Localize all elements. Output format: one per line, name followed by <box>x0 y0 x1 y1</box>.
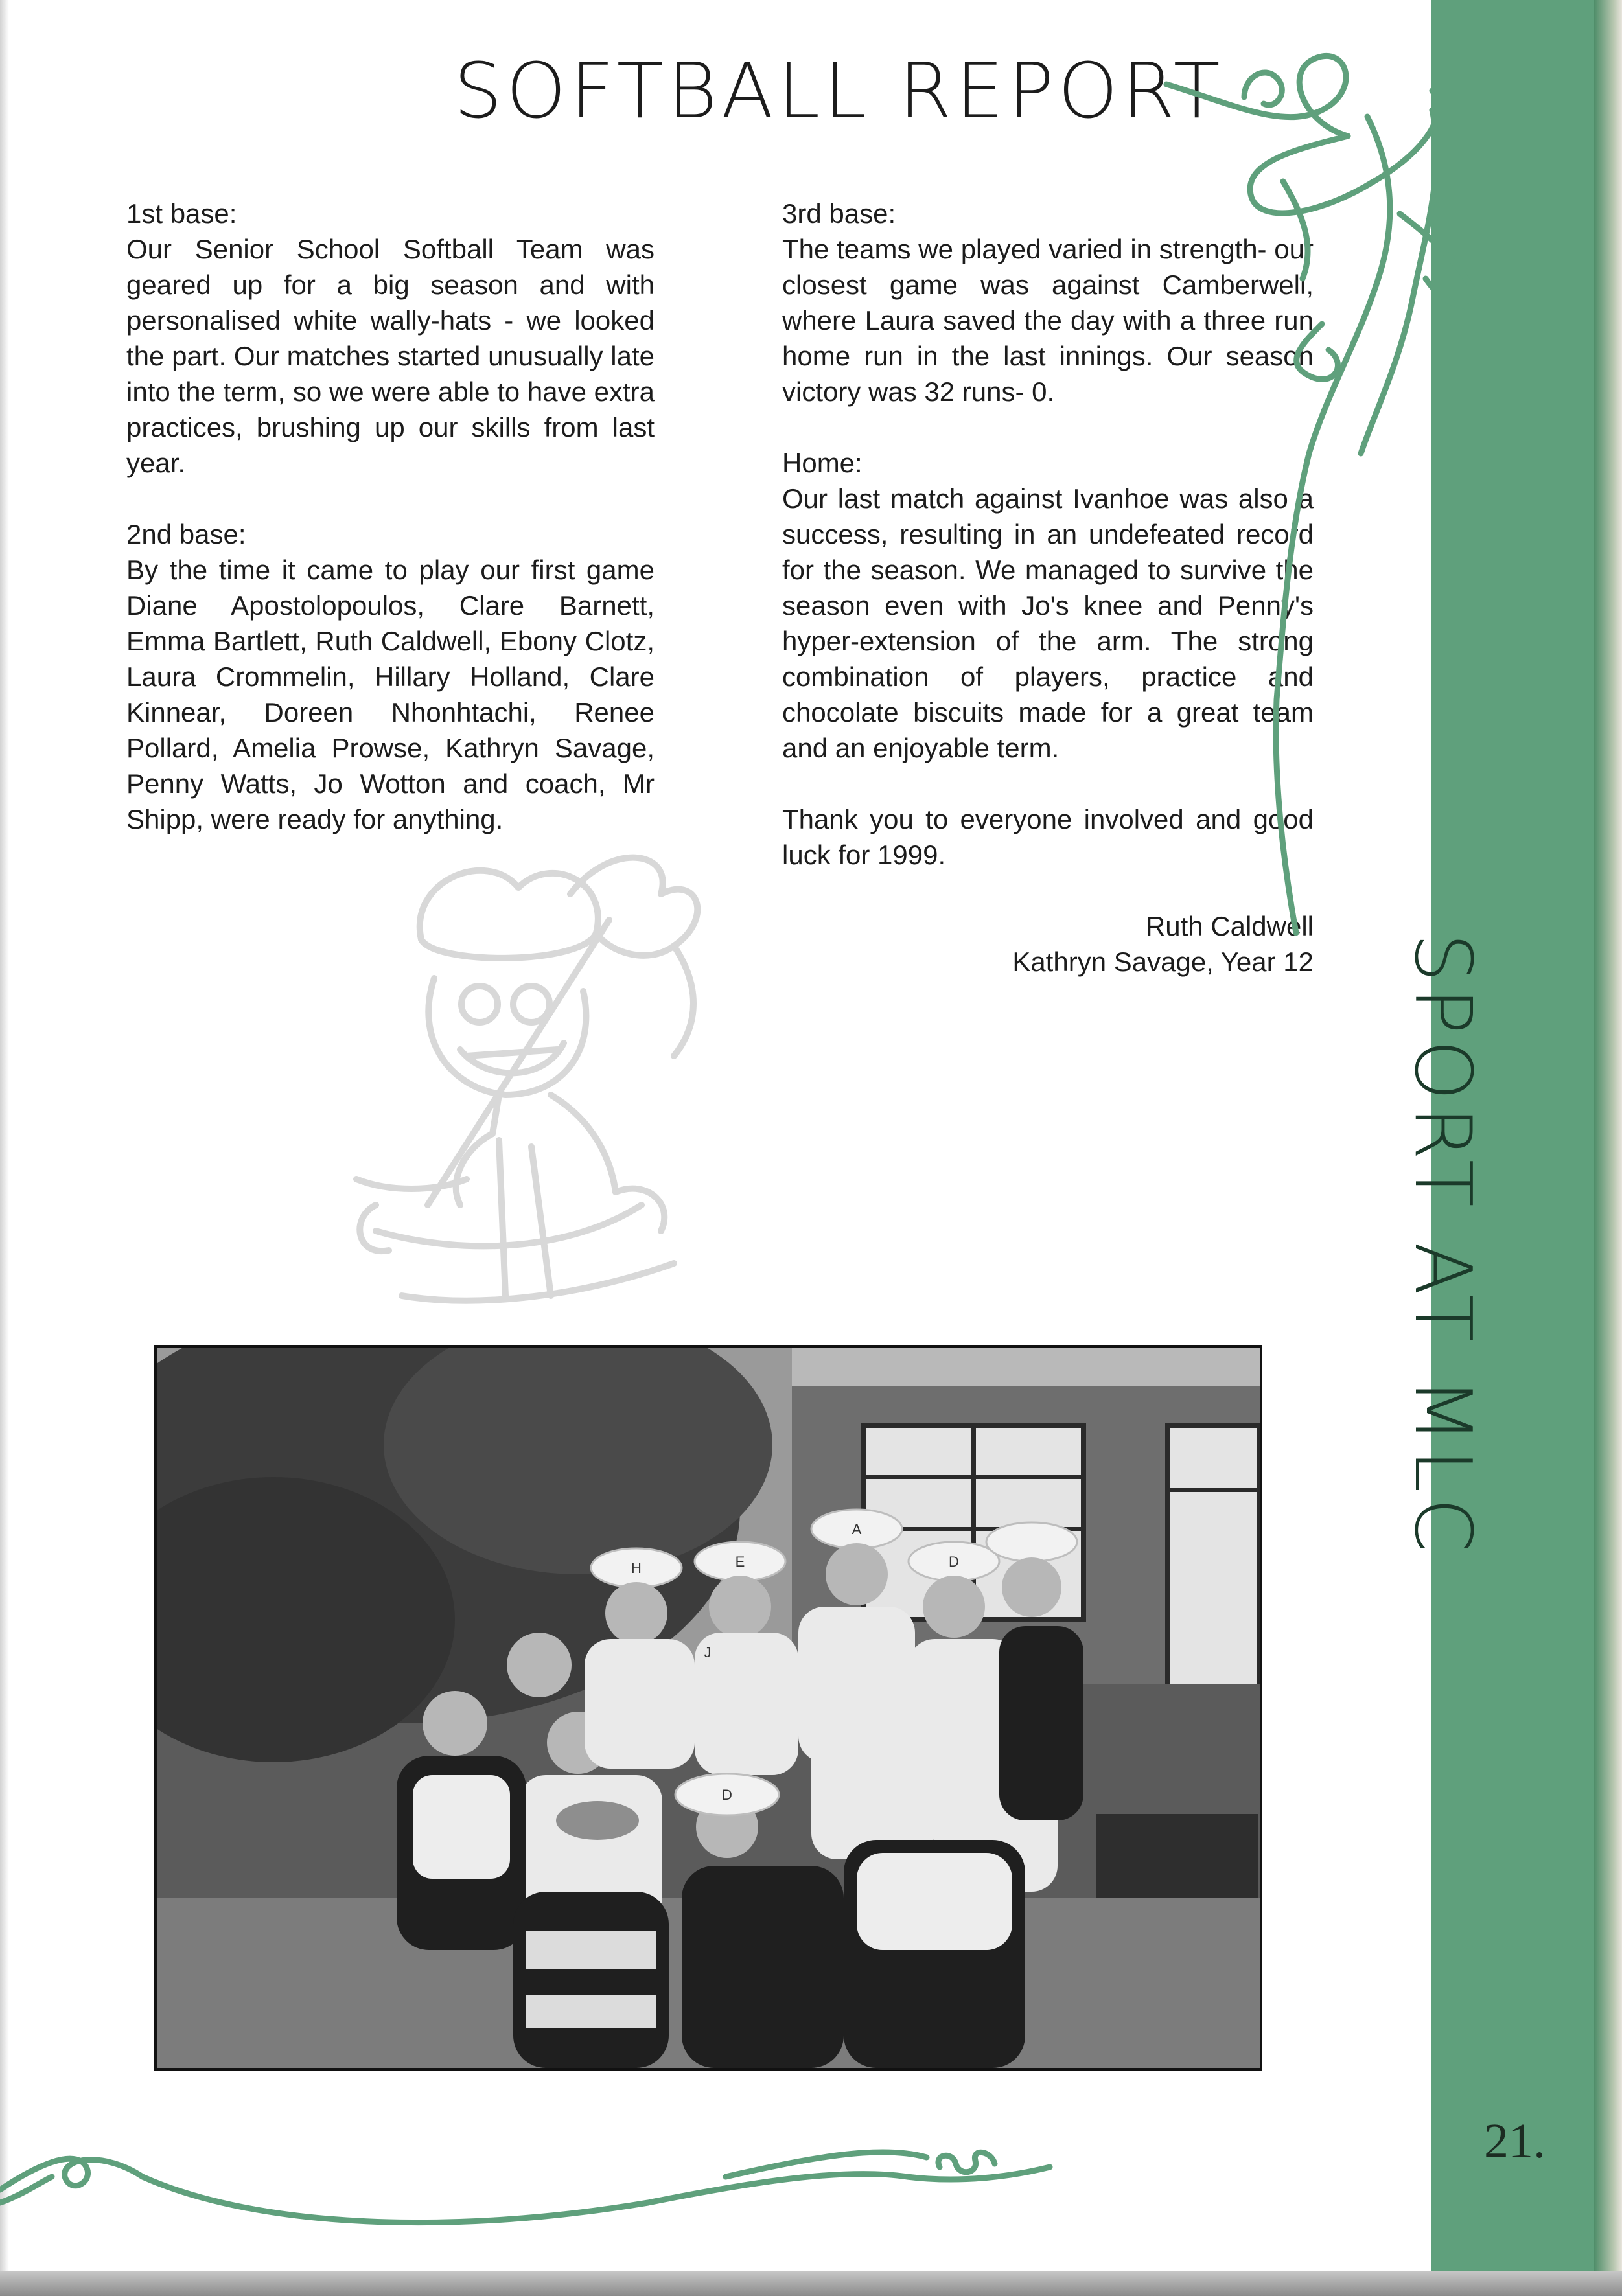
sidebar-section-label: SPORT AT MLC <box>1397 933 1487 1557</box>
signature-line-2: Kathryn Savage, Year 12 <box>1012 947 1314 977</box>
section-heading: Home: <box>782 448 863 478</box>
green-ribbon-flourish-bottom <box>0 2106 1069 2255</box>
hat-letter: A <box>852 1521 862 1537</box>
hat-letter: H <box>631 1560 642 1576</box>
sidebar-edge-shadow <box>1594 0 1622 2296</box>
section-body: Thank you to everyone involved and good luck for 1999. <box>782 804 1314 870</box>
hat-letter: E <box>735 1554 745 1570</box>
section-heading: 2nd base: <box>126 519 246 549</box>
scan-edge-band <box>0 2271 1622 2296</box>
signature-line-1: Ruth Caldwell <box>1145 911 1314 941</box>
section-body: Our last match against Ivanhoe was also a success, resulting in an undefeated record for the season. We managed to survive the season even with Jo's knee and Penny's hyper-extension of the arm. The strong combination of players, practice and chocolate biscuits made for a great team and an enjoyable term. <box>782 483 1314 763</box>
team-photo <box>154 1345 1262 2071</box>
hat-letter: D <box>722 1787 732 1803</box>
section-body: Our Senior School Softball Team was geared up for a big season and with personalised white wally-hats - we looked the part. Our matches started unusually late into the term, so we were able to have extra practices, brushing up our skills from last year. <box>126 234 655 478</box>
page-gutter-shadow <box>0 0 9 2296</box>
section-heading: 3rd base: <box>782 198 896 229</box>
page-number: 21. <box>1484 2114 1546 2168</box>
section-body: The teams we played varied in strength- our closest game was against Camberwell, where Laura saved the day with a three run home run in the last innings. Our season victory was 32 runs- 0. <box>782 234 1314 407</box>
left-column <box>126 196 655 873</box>
section-heading: 1st base: <box>126 198 237 229</box>
section-2nd-base <box>126 516 655 837</box>
softball-mascot-watermark <box>337 842 829 1348</box>
green-ribbon-flourish <box>1153 0 1490 972</box>
hat-letter: D <box>949 1554 959 1570</box>
section-1st-base <box>126 196 655 481</box>
page-title: SOFTBALL REPORT <box>454 46 1224 135</box>
hat-letter: J <box>704 1644 712 1660</box>
section-body: By the time it came to play our first game Diane Apostolopoulos, Clare Barnett, Emma Bartlett, Ruth Caldwell, Ebony Clotz, Laura Crommelin, Hillary Holland, Clare Kinnear, Doreen Nhonhtachi, Renee Pollard, Amelia Prowse, Kathryn Savage, Penny Watts, Jo Wotton and coach, Mr Shipp, were ready for anything. <box>126 555 655 834</box>
